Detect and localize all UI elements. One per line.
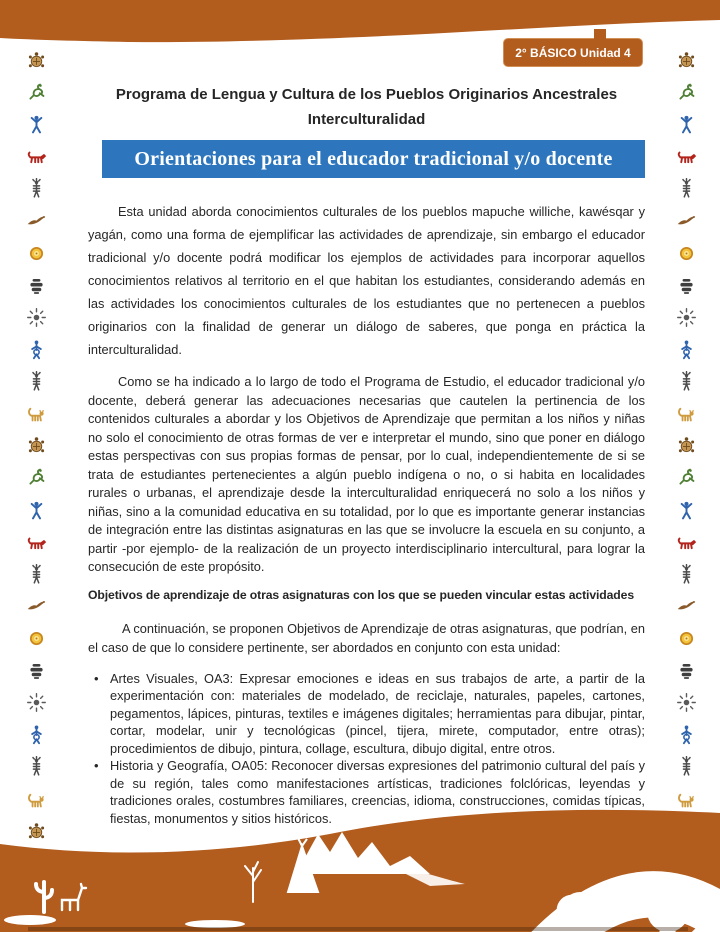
section-banner-title: Orientaciones para el educador tradicional y/o docente — [134, 147, 613, 170]
frog-icon — [26, 467, 47, 488]
bullet-artes-visuales: • Artes Visuales, OA3: Expresar emociones e ideas en sus trabajos de arte, a partir de la experimentación con: materiales de modelado, de reciclaje, naturales, papeles, cartones, pegamentos, lápices, pinturas, textiles e imágenes digitales; herramientas para dibujar, pintar, cortar, modelar, unir y tecnológicas (pincel, tijera, mirete, computador, entre otras); procedimientos de dibujo, pintura, collage, escultura, dibujo digital, entre otros. — [94, 670, 645, 758]
shaman-icon — [676, 724, 697, 745]
sun-icon — [26, 307, 47, 328]
totem-icon — [26, 564, 47, 585]
paragraph-intro: Esta unidad aborda conocimientos culturales de los pueblos mapuche williche, kawésqar y yagán, como una forma de ejemplificar las actividades de aprendizaje, sin embargo el educador tradicional y/o docente podrá modificar los ejemplos de actividades para incorporar aquellos conocimientos relativos al territorio en el que habitan los estudiantes, considerando además en las actividades los conocimientos culturales de los estudiantes que no pertenecen a pueblos originarios con la finalidad de generar un diálogo de saberes, que ponga en práctica la interculturalidad. — [88, 204, 645, 357]
cat-icon — [676, 789, 697, 810]
dancer-icon — [676, 114, 697, 135]
condor-icon — [26, 211, 47, 232]
document-title — [88, 82, 645, 132]
frog-icon — [676, 467, 697, 488]
shaman-icon — [676, 339, 697, 360]
pot-icon — [676, 660, 697, 681]
sun-icon — [676, 307, 697, 328]
cat-icon — [26, 403, 47, 424]
sun-icon — [26, 692, 47, 713]
totem-icon — [676, 178, 697, 199]
totem-icon — [26, 178, 47, 199]
document-title-line1: Programa de Lengua y Cultura de los Pueblos Originarios Ancestrales — [115, 86, 618, 103]
frog-icon — [676, 82, 697, 103]
pot-icon — [676, 275, 697, 296]
document-title-line2: Interculturalidad — [307, 111, 426, 128]
condor-icon — [676, 596, 697, 617]
footer-landscape-art — [0, 808, 720, 932]
objectives-subheading: Objetivos de aprendizaje de otras asignaturas con los que se pueden vincular estas actividades — [88, 587, 635, 602]
sun-icon — [676, 692, 697, 713]
turtle-icon — [26, 435, 47, 456]
pot-icon — [26, 660, 47, 681]
cat-icon — [676, 403, 697, 424]
turtle-icon — [26, 50, 47, 71]
totem-icon — [26, 371, 47, 392]
objectives-bullet-list — [88, 670, 645, 828]
dancer-icon — [676, 500, 697, 521]
bullet-historia-geografia: • Historia y Geografía, OA05: Reconocer diversas expresiones del patrimonio cultural del país y de su región, tales como manifestaciones artísticas, tradiciones folclóricas, leyendas y tradiciones orales, costumbres familiares, creencias, idioma, construcciones, comidas típicas, fiestas, monumentos y sitios históricos. — [94, 757, 645, 827]
fox-icon — [26, 146, 47, 167]
totem-icon — [676, 564, 697, 585]
pot-icon — [26, 275, 47, 296]
paragraph-objectives-intro: A continuación, se proponen Objetivos de Aprendizaje de otras asignaturas, que podrían, en el caso de que lo considere pertinente, ser abordados en conjunto con esta unidad: — [88, 620, 645, 655]
fox-icon — [676, 532, 697, 553]
turtle-icon — [676, 435, 697, 456]
coin-icon — [26, 628, 47, 649]
dancer-icon — [26, 114, 47, 135]
left-icon-column — [14, 50, 58, 874]
cat-icon — [26, 789, 47, 810]
coin-icon — [676, 243, 697, 264]
section-banner — [102, 140, 645, 178]
unit-badge-label: 2° BÁSICO Unidad 4 — [515, 45, 631, 60]
frog-icon — [26, 82, 47, 103]
unit-badge — [503, 38, 643, 67]
coin-icon — [676, 628, 697, 649]
condor-icon — [676, 211, 697, 232]
condor-icon — [26, 596, 47, 617]
totem-icon — [26, 756, 47, 777]
dancer-icon — [26, 500, 47, 521]
fox-icon — [26, 532, 47, 553]
fox-icon — [676, 146, 697, 167]
document-content — [88, 46, 645, 827]
turtle-icon — [676, 50, 697, 71]
totem-icon — [676, 756, 697, 777]
right-icon-column — [664, 50, 708, 874]
shaman-icon — [26, 339, 47, 360]
coin-icon — [26, 243, 47, 264]
paragraph-program: Como se ha indicado a lo largo de todo el Programa de Estudio, el educador tradicional y/o docente, deberá generar las adecuaciones necesarias que cautelen la pertinencia de los contenidos culturales a abordar y los Objetivos de Aprendizaje que permitan a los niños y niñas no solo el conocimiento de otras formas de ver e interpretar el mundo, sino que poner en diálogo estas perspectivas con sus propias formas de pensar, por lo cual, independientemente de si se trata de estudiantes pertenecientes a algún pueblo indígena o no, o si habita en localidades rurales o urbanas, el aprendizaje desde la interculturalidad enriquecerá no solo a los niños y niñas, sino a la comunidad educativa en su totalidad, por lo que es importante generar instancias de integración entre las distintas asignaturas en las que se involucre la escuela en su conjunto, a partir -por ejemplo- de la realización de un proyecto interdisciplinario intercultural, para lograr la consecución de este propósito. — [88, 374, 645, 574]
shaman-icon — [26, 724, 47, 745]
totem-icon — [676, 371, 697, 392]
